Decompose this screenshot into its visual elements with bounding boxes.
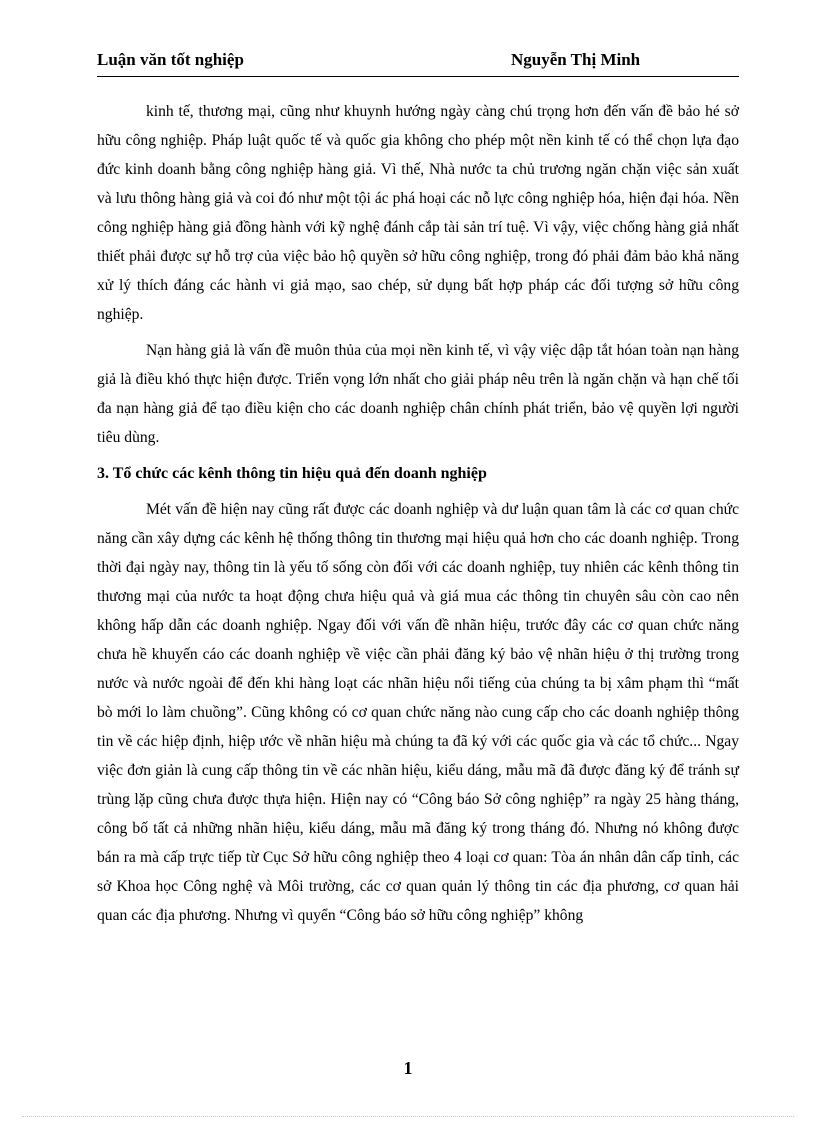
- paragraph-3: Mét vấn đề hiện nay cũng rất được các doanh nghiệp và dư luận quan tâm là các cơ quan chức năng cần xây dựng các kênh hệ thống thông tin thương mại hiệu quả hơn cho các doanh nghiệp. Trong thời đại ngày nay, thông tin là yếu tố sống còn đối với các doanh nghiệp, tuy nhiên các kênh thông tin thương mại của nước ta hoạt động chưa hiệu quả và giá mua các thông tin chuyên sâu còn cao nên không hấp dẫn các doanh nghiệp. Ngay đối với vấn đề nhãn hiệu, trước đây các cơ quan chức năng chưa hề khuyến cáo các doanh nghiệp về việc cần phải đăng ký bảo vệ nhãn hiệu ở thị trường trong nước và nước ngoài để đến khi hàng loạt các nhãn hiệu nổi tiếng của chúng ta bị xâm phạm thì “mất bò mới lo làm chuồng”. Cũng không có cơ quan chức năng nào cung cấp cho các doanh nghiệp thông tin về các hiệp định, hiệp ước về nhãn hiệu mà chúng ta đã ký với các quốc gia và các tổ chức... Ngay việc đơn giản là cung cấp thông tin về các nhãn hiệu, kiểu dáng, mẫu mã đã được đăng ký để tránh sự trùng lặp cũng chưa được thựa hiện. Hiện nay có “Công báo Sở công nghiệp” ra ngày 25 hàng tháng, công bố tất cả những nhãn hiệu, kiểu dáng, mẫu mã đăng ký trong tháng đó. Nhưng nó không được bán ra mà cấp trực tiếp từ Cục Sở hữu công nghiệp theo 4 loại cơ quan: Tòa án nhân dân cấp tỉnh, các sở Khoa học Công nghệ và Môi trường, các cơ quan quản lý thông tin các địa phương, cơ quan hải quan các địa phương. Nhưng vì quyển “Công báo sở hữu công nghiệp” không: [97, 501, 739, 924]
- footer-divider: [22, 1116, 794, 1117]
- document-body: [97, 97, 739, 937]
- paragraph-2: Nạn hàng giả là vấn đề muôn thủa của mọi nền kinh tế, vì vậy việc dập tắt hóan toàn nạn hàng giả là điều khó thực hiện được. Triển vọng lớn nhất cho giải pháp nêu trên là ngăn chặn và hạn chế tối đa nạn hàng giả để tạo điều kiện cho các doanh nghiệp chân chính phát triển, bảo vệ quyền lợi người tiêu dùng.: [97, 342, 739, 446]
- page-number: 1: [403, 1058, 413, 1078]
- section-heading: 3. Tổ chức các kênh thông tin hiệu quả đến doanh nghiệp: [97, 465, 487, 482]
- header-author: Nguyễn Thị Minh: [511, 50, 641, 69]
- page-header: [97, 48, 739, 77]
- header-title: Luận văn tốt nghiệp: [97, 50, 244, 69]
- paragraph-1: kinh tế, thương mại, cũng như khuynh hướng ngày càng chú trọng hơn đến vấn đề bảo hé sở hữu công nghiệp. Pháp luật quốc tế và quốc gia không cho phép một nền kinh tế có thể chọn lựa đạo đức kinh doanh bằng công nghiệp hàng giả. Vì thế, Nhà nước ta chủ trương ngăn chặn việc sản xuất và lưu thông hàng giả và coi đó như một tội ác phá hoại các nỗ lực công nghiệp hóa, hiện đại hóa. Nền công nghiệp hàng giả đồng hành với kỹ nghệ đánh cắp tài sản trí tuệ. Vì vậy, việc chống hàng giả nhất thiết phải được sự hỗ trợ của việc bảo hộ quyền sở hữu công nghiệp, trong đó phải đảm bảo khả năng xử lý thích đáng các hành vi giả mạo, sao chép, sử dụng bất hợp pháp các đối tượng sở hữu công nghiệp.: [97, 103, 739, 323]
